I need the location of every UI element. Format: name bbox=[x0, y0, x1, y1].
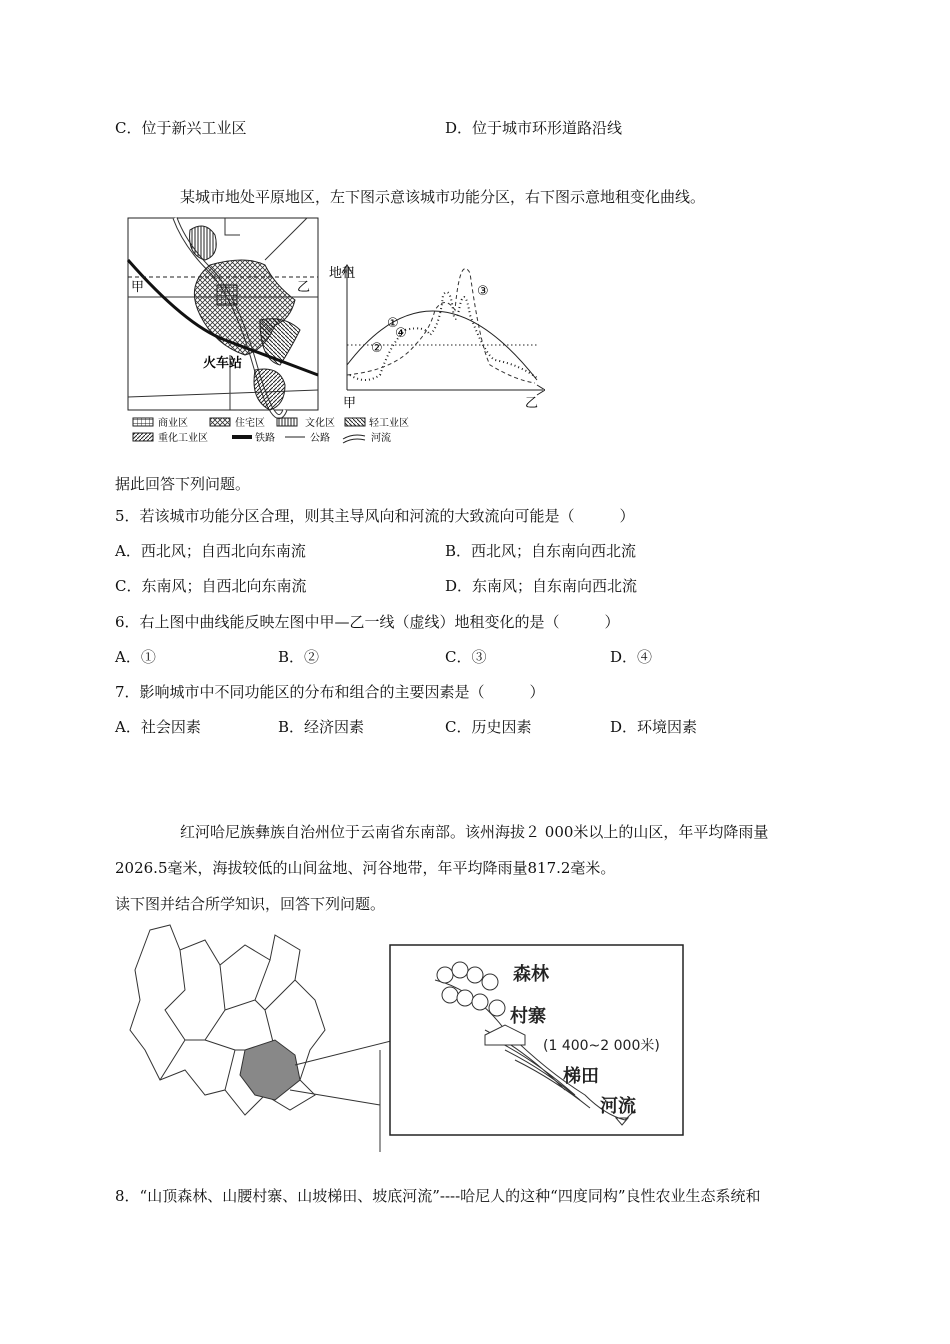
q7-option-b: B．经济因素 bbox=[278, 718, 365, 736]
svg-text:甲: 甲 bbox=[131, 280, 145, 295]
svg-text:商业区: 商业区 bbox=[158, 418, 188, 429]
q7-stem: 7．影响城市中不同功能区的分布和组合的主要因素是（ ） bbox=[115, 683, 545, 701]
q5-option-c: C．东南风；自西北向东南流 bbox=[115, 577, 307, 595]
svg-text:甲: 甲 bbox=[343, 396, 357, 411]
q5-option-a: A．西北风；自西北向东南流 bbox=[115, 542, 306, 560]
q6-option-d: D．④ bbox=[610, 648, 653, 666]
svg-text:(1 400~2 000米): (1 400~2 000米) bbox=[543, 1038, 660, 1054]
intro-text-2b: 2026.5毫米，海拔较低的山间盆地、河谷地带，年平均降雨量817.2毫米。 bbox=[115, 859, 616, 877]
svg-text:森林: 森林 bbox=[513, 964, 549, 985]
q6-option-a: A．① bbox=[115, 648, 156, 666]
svg-text:村寨: 村寨 bbox=[510, 1006, 546, 1027]
yunnan-map bbox=[130, 925, 395, 1152]
honghe-terrace-figure bbox=[125, 920, 690, 1155]
curve-4 bbox=[350, 292, 537, 380]
prompt-1: 据此回答下列问题。 bbox=[115, 475, 251, 493]
svg-text:轻工业区: 轻工业区 bbox=[369, 418, 409, 429]
svg-text:①: ① bbox=[387, 316, 399, 331]
q5-option-d: D．东南风；自东南向西北流 bbox=[445, 577, 638, 595]
svg-text:梯田: 梯田 bbox=[563, 1066, 599, 1087]
city-function-zone-figure bbox=[125, 215, 545, 450]
svg-text:河流: 河流 bbox=[371, 433, 391, 444]
q5-stem: 5．若该城市功能分区合理，则其主导风向和河流的大致流向可能是（ ） bbox=[115, 507, 635, 525]
q5-option-b: B．西北风；自东南向西北流 bbox=[445, 542, 637, 560]
map-legend bbox=[133, 416, 409, 444]
q8-stem: 8．“山顶森林、山腰村寨、山坡梯田、坡底河流”----哈尼人的这种“四度同构”良性农业生态系统和 bbox=[115, 1187, 761, 1205]
intro-text-2: 红河哈尼族彝族自治州位于云南省东南部。该州海拔２ 000米以上的山区，年平均降雨量 bbox=[180, 823, 769, 841]
q6-option-b: B．② bbox=[278, 648, 320, 666]
q7-option-d: D．环境因素 bbox=[610, 718, 698, 736]
city-map bbox=[128, 218, 318, 417]
q7-option-c: C．历史因素 bbox=[445, 718, 532, 736]
curve-2 bbox=[347, 269, 535, 383]
svg-text:铁路: 铁路 bbox=[255, 433, 275, 444]
svg-text:④: ④ bbox=[395, 326, 407, 341]
svg-text:③: ③ bbox=[477, 284, 489, 299]
q6-option-c: C．③ bbox=[445, 648, 487, 666]
prompt-2: 读下图并结合所学知识，回答下列问题。 bbox=[115, 895, 386, 913]
svg-text:文化区: 文化区 bbox=[305, 418, 335, 429]
svg-text:乙: 乙 bbox=[525, 396, 539, 411]
land-rent-graph bbox=[329, 265, 545, 411]
svg-text:火车站: 火车站 bbox=[203, 356, 243, 371]
svg-text:重化工业区: 重化工业区 bbox=[158, 433, 208, 444]
intro-text-1: 某城市地处平原地区，左下图示意该城市功能分区，右下图示意地租变化曲线。 bbox=[180, 188, 706, 206]
q4-option-c: C．位于新兴工业区 bbox=[115, 119, 247, 137]
svg-text:地租: 地租 bbox=[329, 266, 356, 281]
svg-text:②: ② bbox=[371, 341, 383, 356]
svg-text:住宅区: 住宅区 bbox=[235, 418, 265, 429]
q6-stem: 6．右上图中曲线能反映左图中甲—乙一线（虚线）地租变化的是（ ） bbox=[115, 613, 620, 631]
q4-option-d: D．位于城市环形道路沿线 bbox=[445, 119, 623, 137]
svg-text:乙: 乙 bbox=[297, 280, 311, 295]
svg-text:公路: 公路 bbox=[310, 433, 330, 444]
svg-text:河流: 河流 bbox=[600, 1096, 636, 1117]
q7-option-a: A．社会因素 bbox=[115, 718, 201, 736]
